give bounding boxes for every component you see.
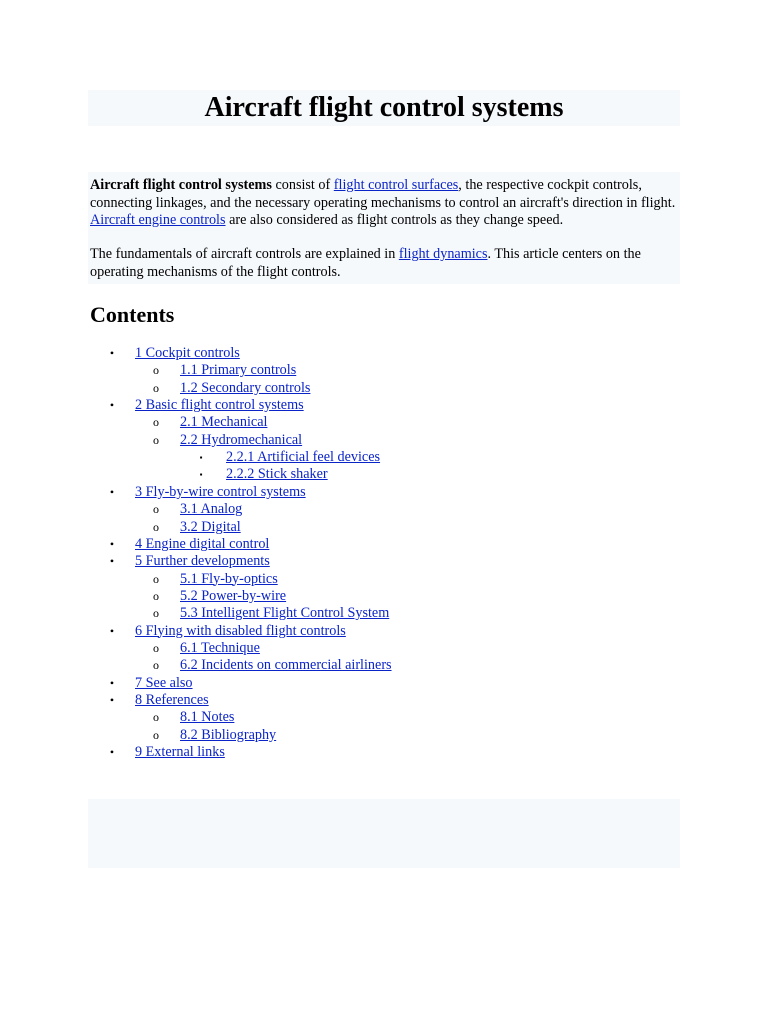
- circle-bullet-icon: o: [153, 363, 159, 378]
- toc-link[interactable]: 2.2 Hydromechanical: [180, 431, 303, 448]
- bullet-icon: •: [109, 398, 115, 413]
- square-bullet-icon: ▪: [199, 453, 203, 463]
- link-flight-dynamics[interactable]: flight dynamics: [398, 246, 488, 262]
- bullet-icon: •: [109, 675, 115, 690]
- intro-term: Aircraft flight control systems: [90, 177, 272, 193]
- circle-bullet-icon: o: [153, 571, 159, 586]
- toc-link[interactable]: 8.2 Bibliography: [180, 726, 277, 743]
- contents-heading: Contents: [90, 302, 175, 327]
- toc-link[interactable]: 5.1 Fly-by-optics: [180, 570, 278, 587]
- toc-link[interactable]: 8 References: [135, 692, 209, 708]
- circle-bullet-icon: o: [153, 658, 159, 673]
- circle-bullet-icon: o: [153, 432, 159, 447]
- bullet-icon: •: [109, 745, 115, 760]
- toc-link[interactable]: 1.1 Primary controls: [180, 362, 297, 379]
- bullet-icon: •: [109, 693, 115, 707]
- bullet-icon: •: [109, 484, 115, 499]
- circle-bullet-icon: o: [153, 640, 159, 655]
- bullet-icon: •: [109, 623, 115, 638]
- page-title: Aircraft flight control systems: [204, 92, 564, 123]
- square-bullet-icon: ▪: [199, 470, 203, 480]
- intro-paragraph: [90, 177, 680, 230]
- toc-link[interactable]: 4 Engine digital control: [135, 535, 270, 552]
- toc-link[interactable]: 7 See also: [135, 674, 193, 691]
- circle-bullet-icon: o: [153, 415, 159, 430]
- circle-bullet-icon: o: [153, 727, 159, 742]
- toc-link[interactable]: 1.2 Secondary controls: [180, 379, 311, 396]
- toc-link[interactable]: 5 Further developments: [135, 553, 270, 570]
- toc-link[interactable]: 2.1 Mechanical: [180, 414, 268, 431]
- footer-band: [88, 799, 680, 868]
- fundamentals-paragraph: [90, 246, 680, 281]
- toc-link[interactable]: 2.2.2 Stick shaker: [226, 466, 328, 483]
- link-aircraft-engine-controls[interactable]: Aircraft engine controls: [90, 212, 226, 228]
- toc-link[interactable]: 6 Flying with disabled flight controls: [135, 622, 346, 639]
- toc-link[interactable]: 5.3 Intelligent Flight Control System: [180, 605, 390, 622]
- toc-link[interactable]: 6.2 Incidents on commercial airliners: [180, 657, 392, 674]
- bullet-icon: •: [109, 554, 115, 569]
- toc-link[interactable]: 9 External links: [135, 744, 225, 761]
- bullet-icon: •: [109, 536, 115, 551]
- toc-link[interactable]: 6.1 Technique: [180, 639, 260, 656]
- intro-text-3: are also considered as flight controls as they change speed.: [225, 212, 564, 228]
- toc-link[interactable]: 3.2 Digital: [180, 518, 241, 535]
- link-flight-control-surfaces[interactable]: flight control surfaces: [333, 177, 459, 193]
- toc-link[interactable]: 1 Cockpit controls: [135, 345, 240, 361]
- intro-text-1: consist of: [271, 177, 334, 193]
- circle-bullet-icon: o: [153, 606, 159, 621]
- toc-link[interactable]: 3.1 Analog: [180, 501, 243, 518]
- toc-link[interactable]: 2.2.1 Artificial feel devices: [226, 449, 381, 466]
- toc-link[interactable]: 8.1 Notes: [180, 709, 235, 726]
- fundamentals-text-2: . This article centers on the operating mechanisms of the flight controls.: [90, 246, 641, 280]
- intro-text-2: , the respective cockpit controls, connecting linkages, and the necessary operating mechanisms to control an aircraft's direction in flight.: [90, 177, 676, 211]
- toc-link[interactable]: 2 Basic flight control systems: [135, 397, 304, 414]
- bullet-icon: •: [109, 346, 115, 360]
- circle-bullet-icon: o: [153, 380, 159, 395]
- toc-link[interactable]: 5.2 Power-by-wire: [180, 587, 287, 604]
- circle-bullet-icon: o: [153, 710, 159, 725]
- circle-bullet-icon: o: [153, 519, 159, 534]
- circle-bullet-icon: o: [153, 588, 159, 603]
- toc-link[interactable]: 3 Fly-by-wire control systems: [135, 483, 306, 500]
- fundamentals-text-1: The fundamentals of aircraft controls are explained in: [90, 246, 399, 262]
- circle-bullet-icon: o: [153, 502, 159, 517]
